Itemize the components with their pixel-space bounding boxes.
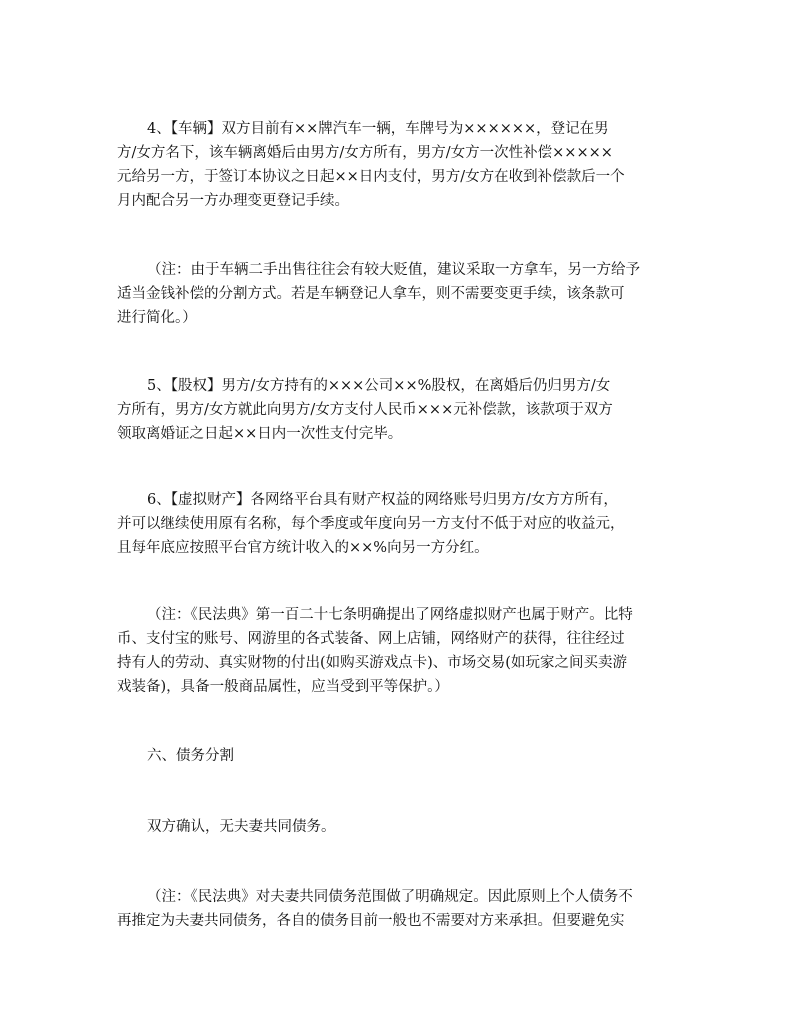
virtual-property-clause	[117, 488, 677, 560]
debt-clause-line: 双方确认，无夫妻共同债务。	[147, 819, 336, 835]
debt-section-heading-text: 六、债务分割	[147, 748, 234, 764]
virtual-property-note-line: （注：《民法典》第一百二十七条明确提出了网络虚拟财产也属于财产。比特	[147, 607, 633, 623]
debt-section-heading	[117, 744, 677, 768]
equity-clause-line: 方所有，男方/女方就此向男方/女方支付人民币×××元补偿款，该款项于双方	[117, 402, 613, 418]
virtual-property-note-line: 戏装备)，具备一般商品属性，应当受到平等保护。）	[117, 679, 449, 695]
vehicle-note-line: 进行简化。）	[117, 310, 197, 326]
vehicle-note-line: （注：由于车辆二手出售往往会有较大贬值，建议采取一方拿车，另一方给予	[147, 262, 640, 278]
virtual-property-clause-line: 且每年底应按照平台官方统计收入的××%向另一方分红。	[117, 540, 489, 556]
debt-note	[117, 885, 677, 933]
vehicle-clause-line: 4、【车辆】双方目前有××牌汽车一辆，车牌号为××××××，登记在男	[147, 121, 609, 137]
vehicle-note	[117, 258, 677, 330]
vehicle-clause-line: 元给另一方，于签订本协议之日起××日内支付，男方/女方在收到补偿款后一个	[117, 169, 625, 185]
virtual-property-note-line: 币、支付宝的账号、网游里的各式装备、网上店铺，网络财产的获得，往往经过	[117, 631, 625, 647]
debt-note-line: （注：《民法典》对夫妻共同债务范围做了明确规定。因此原则上个人债务不	[147, 889, 633, 905]
vehicle-clause	[117, 117, 677, 213]
virtual-property-note-line: 持有人的劳动、真实财物的付出(如购买游戏点卡)、市场交易(如玩家之间买卖游	[117, 655, 627, 671]
debt-clause	[117, 815, 677, 839]
vehicle-note-line: 适当金钱补偿的分割方式。若是车辆登记人拿车，则不需要变更手续，该条款可	[117, 286, 625, 302]
debt-note-line: 再推定为夫妻共同债务，各自的债务目前一般也不需要对方来承担。但要避免实	[117, 913, 625, 929]
virtual-property-clause-line: 并可以继续使用原有名称，每个季度或年度向另一方支付不低于对应的收益元，	[117, 516, 625, 532]
virtual-property-note	[117, 603, 677, 699]
vehicle-clause-line: 月内配合另一方办理变更登记手续。	[117, 193, 349, 209]
equity-clause-line: 领取离婚证之日起××日内一次性支付完毕。	[117, 426, 403, 442]
virtual-property-clause-line: 6、【虚拟财产】各网络平台具有财产权益的网络账号归男方/女方方所有，	[147, 492, 618, 508]
equity-clause	[117, 374, 677, 446]
equity-clause-line: 5、【股权】男方/女方持有的×××公司××%股权，在离婚后仍归男方/女	[147, 378, 611, 394]
vehicle-clause-line: 方/女方名下，该车辆离婚后由男方/女方所有，男方/女方一次性补偿×××××	[117, 145, 613, 161]
